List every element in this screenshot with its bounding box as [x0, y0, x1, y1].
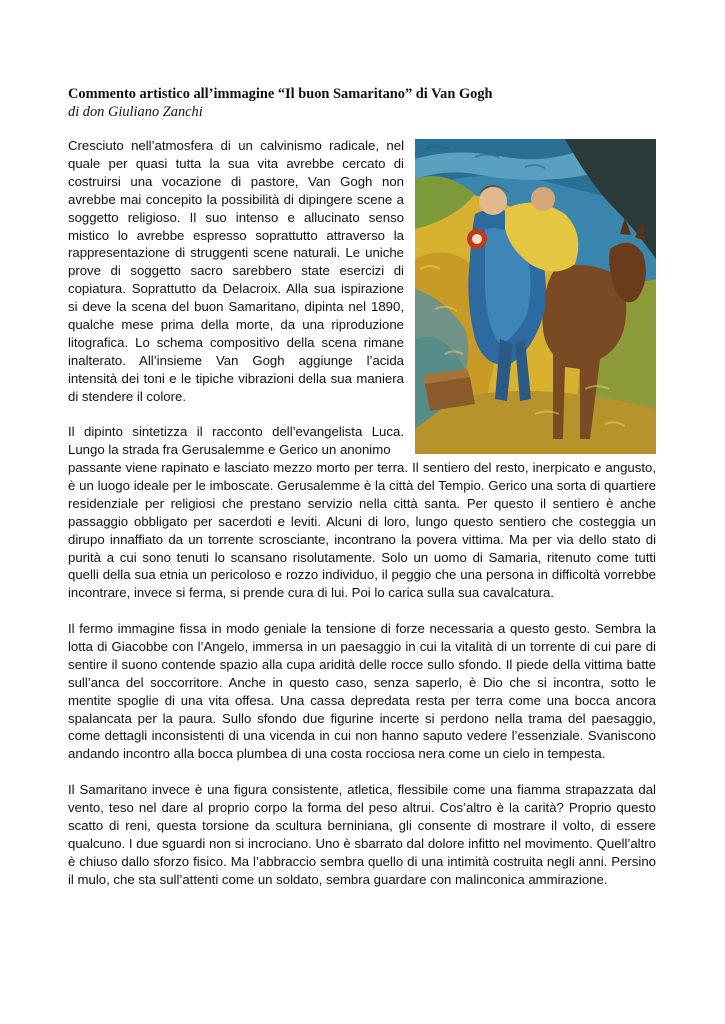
- document-title: Commento artistico all’immagine “Il buon Samaritano” di Van Gogh: [68, 86, 493, 102]
- paragraph-1: Cresciuto nell’atmosfera di un calvinismo radicale, nel quale per quasi tutta la sua vita avrebbe cercato di costruirsi una vocazione di pastore, Van Gogh non avrebbe mai concepito la possibilità di dipingere scene a soggetto religioso. Il suo intenso e allucinato senso mistico lo avrebbe espresso soprattutto attraverso la rappresentazione di struggenti scene naturali. Le uniche prove di soggetto sacro sarebbero state esercizi di copiatura. Soprattutto da Delacroix. Alla sua ispirazione si deve la scena del buon Samaritano, dipinta nel 1890, qualche mese prima della morte, da una riproduzione litografica. Lo schema compositivo della scena rimane inalterato. All’insieme Van Gogh aggiunge l’acida intensità dei toni e le tipiche vibrazioni della sua maniera di stendere il colore.: [68, 138, 404, 404]
- paragraph-2-intro: Il dipinto sintetizza il racconto dell’evangelista Luca. Lungo la strada fra Gerusalemme e Gerico un anonimo: [68, 424, 404, 457]
- document-author: di don Giuliano Zanchi: [68, 104, 203, 120]
- painting-image: [415, 139, 656, 454]
- paragraph-4: Il Samaritano invece è una figura consistente, atletica, flessibile come una fiamma strapazzata dal vento, teso nel dare al proprio corpo la forma del peso altrui. Cos’altro è la carità? Proprio questo scatto di reni, questa torsione da scultura berniniana, gli consente di mostrare il volto, di essere qualcuno. I due sguardi non si incrociano. Uno è sbarrato dal dolore infitto nel movimento. Quell’altro è chiuso dallo sforzo fisico. Ma l’abbraccio sembra quello di una intimità costruita negli anni. Persino il mulo, che sta sull’attenti come un soldato, sembra guardare con malinconica ammirazione.: [68, 782, 656, 887]
- paragraph-2: passante viene rapinato e lasciato mezzo morto per terra. Il sentiero del resto, inerpicato e angusto, è un luogo ideale per le imboscate. Gerusalemme è la città del Tempio. Gerico una sorta di quartiere residenziale per religiosi che prestano servizio nella città santa. Per questo il sentiero è anche passaggio obbligato per sacerdoti e leviti. Alcuni di loro, lungo questo sentiero che costeggia un dirupo innaffiato da un torrente scrosciante, incontrano la povera vittima. Ma per via dello stato di purità a cui sono tenuti lo scansano risolutamente. Solo un uomo di Samaria, ritenuto come tutti quelli della sua etnia un pericoloso e rozzo individuo, il peggio che una persona in difficoltà vorrebbe incontrare, invece si ferma, si prende cura di lui. Poi lo carica sulla sua cavalcatura.: [68, 460, 656, 601]
- paragraph-3: Il fermo immagine fissa in modo geniale la tensione di forze necessaria a questo gesto. Sembra la lotta di Giacobbe con l’Angelo, immersa in un paesaggio in cui la vitalità di un torrente di cui pare di sentire il suono contende spazio alla cupa aridità delle rocce sullo sfondo. Il piede della vittima batte sull’anca del soccorritore. Anche in questo caso, senza saperlo, è Dio che si incontra, sotto le mentite spoglie di una vita offesa. Una cassa depredata resta per terra come una bocca ancora spalancata per la paura. Sullo sfondo due figurine incerte si perdono nella trama del paesaggio, come dettagli inconsistenti di una vicenda in cui non hanno saputo vedere l’essenziale. Svaniscono andando incontro alla bocca plumbea di una costa rocciosa nera come un cielo in tempesta.: [68, 621, 656, 762]
